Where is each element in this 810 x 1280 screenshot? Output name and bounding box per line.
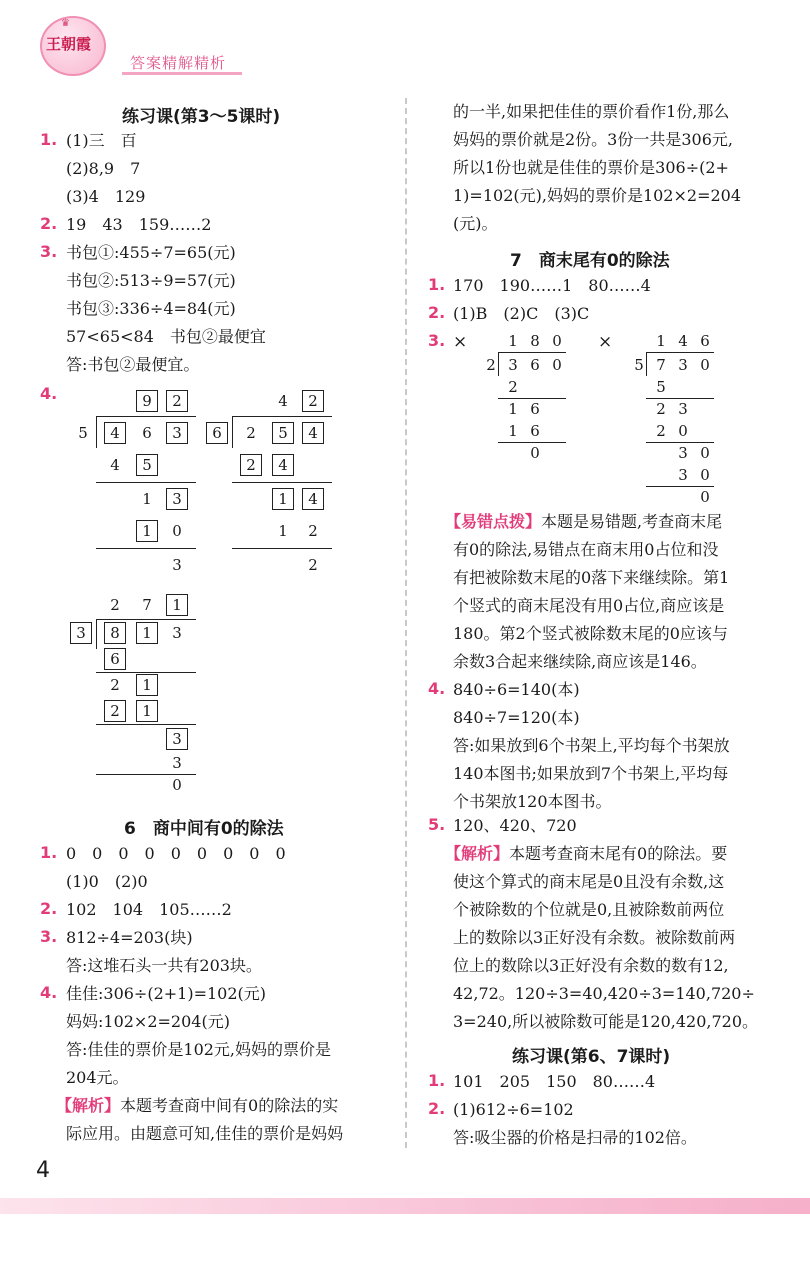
answer-line: 57<65<84 书包②最便宜 [66, 327, 266, 346]
subtract-digit: 0 [700, 466, 710, 484]
section-title-zero-in-middle: 6 商中间有0的除法 [124, 819, 284, 839]
remainder-digit-box: 4 [302, 488, 324, 510]
question-number: 1. [428, 1071, 446, 1090]
header-underline [122, 72, 242, 75]
subtract-digit: 2 [508, 378, 518, 396]
dividend-digit: 0 [700, 356, 710, 374]
question-number: 2. [40, 899, 58, 918]
answer-line: 840÷6=140(本) [453, 680, 580, 699]
remainder-digit: 3 [678, 400, 688, 418]
analysis-line: 妈妈的票价就是2份。3份一共是306元, [453, 130, 733, 149]
answer-line: 答:佳佳的票价是102元,妈妈的票价是 [66, 1040, 332, 1059]
subtract-digit-box: 4 [272, 454, 294, 476]
subtract-digit-box: 6 [104, 648, 126, 670]
subtract-digit-box: 2 [104, 700, 126, 722]
header-title: 答案精解精析 [130, 54, 227, 72]
remainder-digit-box: 3 [166, 488, 188, 510]
dividend-digit-box: 8 [104, 622, 126, 644]
brand-logo [36, 16, 118, 76]
analysis-line: 位上的数除以3正好没有余数的数有12, [453, 956, 729, 975]
footer-band [0, 1198, 810, 1214]
subtract-digit-box: 1 [136, 520, 158, 542]
quotient-digit: 4 [678, 332, 688, 350]
wrong-mark: × [598, 332, 613, 352]
tip-line: 个竖式的商末尾没有用0占位,商应该是 [453, 596, 725, 615]
remainder-digit: 1 [508, 400, 518, 418]
remainder-digit: 2 [656, 400, 666, 418]
dividend-digit: 6 [142, 424, 152, 442]
quotient-digit: 8 [530, 332, 540, 350]
dividend-digit: 0 [552, 356, 562, 374]
question-number: 3. [40, 927, 58, 946]
subtract-digit: 3 [678, 466, 688, 484]
question-number: 3. [428, 331, 446, 350]
remainder-digit: 3 [678, 444, 688, 462]
question-number: 1. [428, 275, 446, 294]
quotient-digit: 2 [110, 596, 120, 614]
analysis-tag: 【解析】 [56, 1096, 121, 1115]
dividend-digit-box: 4 [302, 422, 324, 444]
analysis-tag: 【解析】 [445, 844, 510, 863]
subtract-digit: 1 [278, 522, 288, 540]
answer-line: (3)4 129 [66, 187, 146, 206]
divisor-box: 6 [206, 422, 228, 444]
dividend-digit-box: 3 [166, 422, 188, 444]
quotient-digit: 6 [700, 332, 710, 350]
answer-line: 204元。 [66, 1068, 129, 1087]
remainder-digit-box: 1 [136, 674, 158, 696]
analysis-line: 个被除数的个位就是0,且被除数前两位 [453, 900, 725, 919]
answer-line: 答:这堆石头一共有203块。 [66, 956, 262, 975]
quotient-digit-box: 1 [166, 594, 188, 616]
divisor: 2 [486, 356, 496, 374]
remainder-digit-box: 3 [166, 728, 188, 750]
answer-line: 书包①:455÷7=65(元) [66, 243, 236, 262]
answer-line: (1)B (2)C (3)C [453, 304, 590, 323]
subtract-digit: 1 [508, 422, 518, 440]
final-remainder: 2 [308, 556, 318, 574]
tip-line: 余数3合起来继续除,商应该是146。 [453, 652, 707, 671]
remainder-digit: 2 [110, 676, 120, 694]
answer-line: (2)8,9 7 [66, 159, 141, 178]
tip-line: 180。第2个竖式被除数末尾的0应该与 [453, 624, 728, 643]
remainder-digit: 1 [142, 490, 152, 508]
quotient-digit: 7 [142, 596, 152, 614]
analysis-line: 上的数除以3正好没有余数。被除数前两 [453, 928, 736, 947]
analysis-line: 42,72。120÷3=40,420÷3=140,720÷ [453, 984, 755, 1003]
subtract-digit: 6 [530, 422, 540, 440]
question-number: 5. [428, 815, 446, 834]
divisor-box: 3 [70, 622, 92, 644]
quotient-digit: 4 [278, 392, 288, 410]
subtract-digit: 5 [656, 378, 666, 396]
answer-line: (1)三 百 [66, 131, 137, 150]
section-title-practice-3-5: 练习课(第3～5课时) [122, 107, 281, 127]
tip-tag: 【易错点拨】 [445, 512, 542, 531]
subtract-digit: 2 [656, 422, 666, 440]
answer-line: 个书架放120本图书。 [453, 792, 612, 811]
analysis-line: 【解析】本题考查商中间有0的除法的实 [56, 1096, 339, 1115]
quotient-digit-box: 2 [302, 390, 324, 412]
final-remainder: 3 [172, 556, 182, 574]
subtract-digit-box: 5 [136, 454, 158, 476]
answer-line: 书包③:336÷4=84(元) [66, 299, 236, 318]
dividend-digit: 6 [530, 356, 540, 374]
crown-icon: ♛ [61, 18, 70, 29]
subtract-digit-box: 2 [240, 454, 262, 476]
question-number: 4. [428, 679, 446, 698]
quotient-digit-box: 2 [166, 390, 188, 412]
answer-line: 书包②:513÷9=57(元) [66, 271, 236, 290]
analysis-line: 【解析】本题考查商末尾有0的除法。要 [445, 844, 728, 863]
dividend-digit: 2 [246, 424, 256, 442]
final-remainder: 0 [700, 488, 710, 506]
answer-line: 妈妈:102×2=204(元) [66, 1012, 230, 1031]
analysis-line: 所以1份也就是佳佳的票价是306÷(2+ [453, 158, 729, 177]
subtract-digit: 0 [172, 522, 182, 540]
answer-line: 0 0 0 0 0 0 0 0 0 [66, 844, 286, 863]
answer-line: 102 104 105……2 [66, 900, 232, 919]
quotient-digit: 0 [552, 332, 562, 350]
answer-line: 170 190……1 80……4 [453, 276, 651, 295]
analysis-line: 使这个算式的商末尾是0且没有余数,这 [453, 872, 725, 891]
divisor: 5 [78, 424, 88, 442]
tip-line: 有0的除法,易错点在商末用0占位和没 [453, 540, 719, 559]
answer-line: 140本图书;如果放到7个书架上,平均每 [453, 764, 729, 783]
analysis-line: 3=240,所以被除数可能是120,420,720。 [453, 1012, 759, 1031]
question-number: 2. [428, 303, 446, 322]
dividend-digit-box: 4 [104, 422, 126, 444]
question-number: 4. [40, 384, 58, 403]
column-divider [405, 98, 407, 1148]
dividend-digit: 3 [172, 624, 182, 642]
answer-line: 812÷4=203(块) [66, 928, 193, 947]
tip-line: 有把被除数末尾的0落下来继续除。第1 [453, 568, 730, 587]
wrong-mark: × [453, 332, 468, 352]
answer-line: 101 205 150 80……4 [453, 1072, 656, 1091]
quotient-digit-box: 9 [136, 390, 158, 412]
subtract-digit: 3 [172, 754, 182, 772]
logo-text: 王朝霞 [46, 35, 92, 53]
analysis-line: (元)。 [453, 214, 498, 233]
subtract-digit: 0 [678, 422, 688, 440]
dividend-digit-box: 1 [136, 622, 158, 644]
subtract-digit: 2 [308, 522, 318, 540]
question-number: 4. [40, 983, 58, 1002]
question-number: 2. [40, 214, 58, 233]
answer-line: (1)0 (2)0 [66, 872, 148, 891]
analysis-line: 的一半,如果把佳佳的票价看作1份,那么 [453, 102, 730, 121]
answer-line: 佳佳:306÷(2+1)=102(元) [66, 984, 267, 1003]
tip-line: 【易错点拨】本题是易错题,考查商末尾 [445, 512, 723, 531]
subtract-digit-box: 1 [136, 700, 158, 722]
answer-line: 120、420、720 [453, 816, 577, 835]
final-remainder: 0 [530, 444, 540, 462]
answer-line: 答:吸尘器的价格是扫帚的102倍。 [453, 1128, 697, 1147]
answer-line: 840÷7=120(本) [453, 708, 580, 727]
analysis-line: 1)=102(元),妈妈的票价是102×2=204 [453, 186, 742, 205]
page-number: 4 [36, 1158, 50, 1183]
section-title-practice-6-7: 练习课(第6、7课时) [512, 1047, 671, 1067]
answer-line: 19 43 159……2 [66, 215, 212, 234]
question-number: 2. [428, 1099, 446, 1118]
question-number: 3. [40, 242, 58, 261]
answer-line: (1)612÷6=102 [453, 1100, 574, 1119]
answer-line: 答:如果放到6个书架上,平均每个书架放 [453, 736, 730, 755]
quotient-digit: 1 [656, 332, 666, 350]
question-number: 1. [40, 843, 58, 862]
subtract-digit: 4 [110, 456, 120, 474]
question-number: 1. [40, 130, 58, 149]
dividend-digit: 3 [678, 356, 688, 374]
answer-line: 答:书包②最便宜。 [66, 355, 200, 374]
dividend-digit: 7 [656, 356, 666, 374]
remainder-digit-box: 1 [272, 488, 294, 510]
dividend-digit: 3 [508, 356, 518, 374]
remainder-digit: 6 [530, 400, 540, 418]
analysis-line: 际应用。由题意可知,佳佳的票价是妈妈 [66, 1124, 344, 1143]
final-remainder: 0 [172, 776, 182, 794]
section-title-zero-at-end: 7 商末尾有0的除法 [510, 251, 670, 271]
remainder-digit: 0 [700, 444, 710, 462]
quotient-digit: 1 [508, 332, 518, 350]
divisor: 5 [634, 356, 644, 374]
dividend-digit-box: 5 [272, 422, 294, 444]
